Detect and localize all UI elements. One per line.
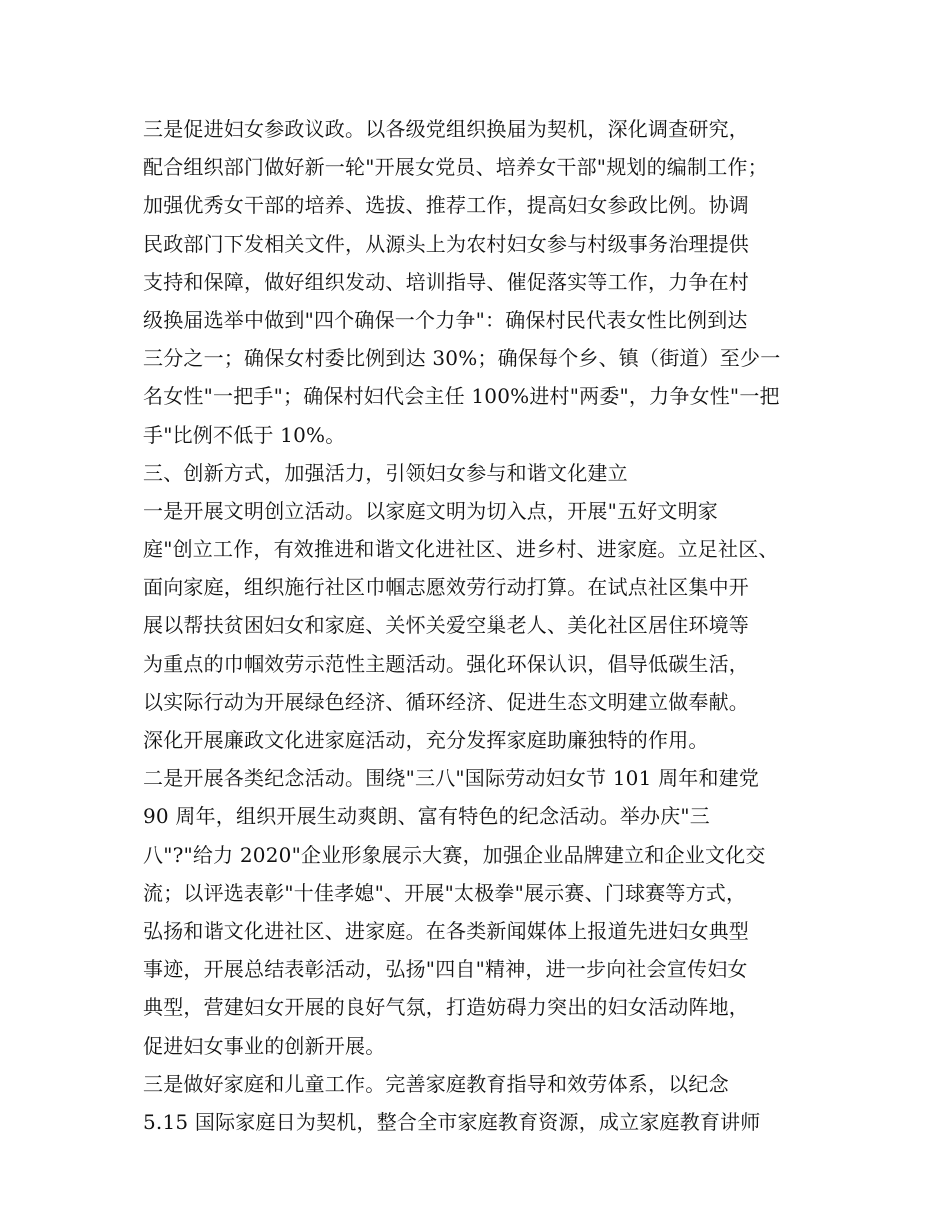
text-line: 三分之一；确保女村委比例到达 30%；确保每个乡、镇（街道）至少一 xyxy=(143,346,781,371)
text-line: 深化开展廉政文化进家庭活动，充分发挥家庭助廉独特的作用。 xyxy=(143,728,709,752)
text-line: 手"比例不低于 10%。 xyxy=(143,422,346,447)
text-line: 三是促进妇女参政议政。以各级党组织换届为契机，深化调查研究， xyxy=(143,117,749,141)
text-line: 展以帮扶贫困妇女和家庭、关怀关爱空巢老人、美化社区居住环境等 xyxy=(143,613,749,638)
section-heading: 三、创新方式，加强活力，引领妇女参与和谐文化建立 xyxy=(143,460,628,485)
text-line: 促进妇女事业的创新开展。 xyxy=(143,1033,386,1058)
text-line: 民政部门下发相关文件，从源头上为农村妇女参与村级事务治理提供 xyxy=(143,231,749,256)
text-line: 级换届选举中做到"四个确保一个力争"：确保村民代表女性比例到达 xyxy=(143,307,748,332)
text-line: 流；以评选表彰"十佳孝媳"、开展"太极拳"展示赛、门球赛等方式， xyxy=(143,880,747,905)
text-line: 加强优秀女干部的培养、选拔、推荐工作，提高妇女参政比例。协调 xyxy=(143,193,749,218)
text-line: 面向家庭，组织施行社区巾帼志愿效劳行动打算。在试点社区集中开 xyxy=(143,575,749,600)
text-line: 名女性"一把手"；确保村妇代会主任 100%进村"两委"，力争女性"一把 xyxy=(143,384,780,409)
text-line: 八"?"给力 2020"企业形象展示大赛，加强企业品牌建立和企业文化交 xyxy=(143,842,766,867)
text-line: 庭"创立工作，有效推进和谐文化进社区、进乡村、进家庭。立足社区、 xyxy=(143,537,779,562)
text-line: 一是开展文明创立活动。以家庭文明为切入点，开展"五好文明家 xyxy=(143,498,718,523)
text-line: 典型，营建妇女开展的良好气氛，打造妨碍力突出的妇女活动阵地， xyxy=(143,995,749,1020)
text-line: 支持和保障，做好组织发动、培训指导、催促落实等工作，力争在村 xyxy=(143,269,749,294)
text-line: 为重点的巾帼效劳示范性主题活动。强化环保认识，倡导低碳生活， xyxy=(143,651,749,676)
text-line: 90 周年，组织开展生动爽朗、富有特色的纪念活动。举办庆"三 xyxy=(143,804,711,829)
document-body xyxy=(143,110,823,1141)
text-line: 配合组织部门做好新一轮"开展女党员、培养女干部"规划的编制工作； xyxy=(143,155,768,180)
text-line: 弘扬和谐文化进社区、进家庭。在各类新闻媒体上报道先进妇女典型 xyxy=(143,918,749,943)
text-line: 二是开展各类纪念活动。围绕"三八"国际劳动妇女节 101 周年和建党 xyxy=(143,766,760,791)
text-line: 5.15 国际家庭日为契机，整合全市家庭教育资源，成立家庭教育讲师 xyxy=(143,1109,761,1134)
text-line: 以实际行动为开展绿色经济、循环经济、促进生态文明建立做奉献。 xyxy=(143,689,749,714)
text-line: 三是做好家庭和儿童工作。完善家庭教育指导和效劳体系，以纪念 xyxy=(143,1071,729,1096)
text-line: 事迹，开展总结表彰活动，弘扬"四自"精神，进一步向社会宣传妇女 xyxy=(143,957,748,982)
